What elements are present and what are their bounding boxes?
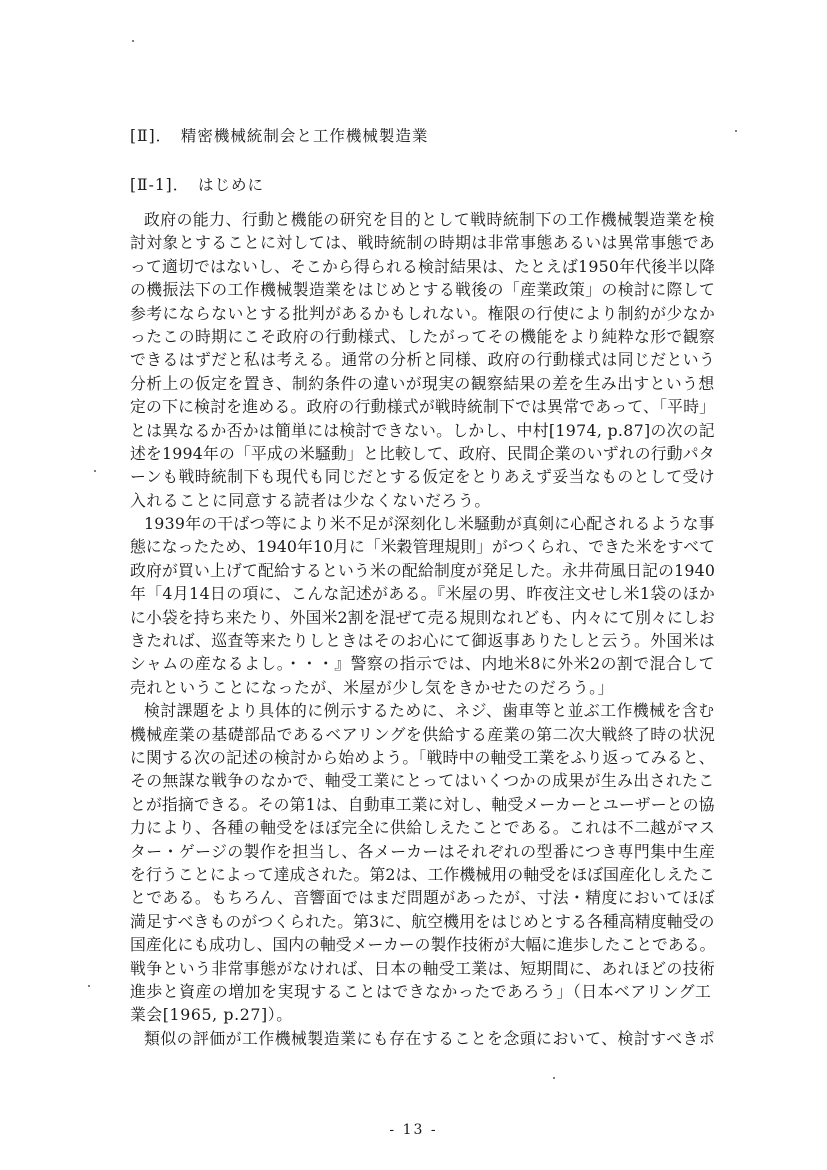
text-line: ーンも戦時統制下も現代も同じだとする仮定をとりあえず妥当なものとして受け (130, 467, 715, 487)
text-line: 述を1994年の「平成の米騒動」と比較して、政府、民間企業のいずれの行動パタ (130, 443, 715, 463)
text-line: に関する次の記述の検討から始めよう。「戦時中の軸受工業をふり返ってみると、 (130, 747, 715, 767)
text-line: 検討課題をより具体的に例示するために、ネジ、歯車等と並ぶ工作機械を含む (144, 701, 715, 721)
text-line: ター・ゲージの製作を担当し、各メーカーはそれぞれの型番につき専門集中生産 (130, 841, 716, 861)
text-line: 国産化にも成功し、国内の軸受メーカーの製作技術が大幅に進歩したことである。 (130, 935, 716, 955)
text-line: ったこの時期にこそ政府の行動様式、したがってその機能をより純粋な形で観察 (130, 326, 716, 346)
text-line: 定の下に検討を進める。政府の行動様式が戦時統制下では異常であって、「平時」 (130, 397, 716, 417)
text-line: 討対象とすることに対しては、戦時統制の時期は非常事態あるいは異常事態であ (130, 233, 716, 253)
text-line: 1939年の干ばつ等により米不足が深刻化し米騒動が真剣に心配されるような事 (144, 514, 715, 534)
subsection-heading: [Ⅱ-1]． はじめに (130, 176, 264, 194)
text-line: 機械産業の基礎部品であるベアリングを供給する産業の第二次大戦終了時の状況 (130, 724, 716, 744)
text-line: 参考にならないとする批判があるかもしれない。権限の行使により制約が少なか (130, 303, 716, 323)
text-line: シャムの産なるよし。・・・』警察の指示では、内地米8に外米2の割で混合して (130, 654, 715, 674)
scan-speck (735, 130, 737, 132)
text-line: 年「4月14日の項に、こんな記述がある。『米屋の男、昨夜注文せし米1袋のほか (130, 584, 716, 604)
section-heading: [Ⅱ]． 精密機械統制会と工作機械製造業 (130, 127, 429, 145)
text-line: 分析上の仮定を置き、制約条件の違いが現実の観察結果の差を生み出すという想 (130, 373, 715, 393)
text-line: とは異なるか否かは簡単には検討できない。しかし、中村[1974, p.87]の次の記 (130, 420, 715, 440)
text-line: とが指摘できる。その第1は、自動車工業に対し、軸受メーカーとユーザーとの協 (130, 794, 715, 814)
text-line: 政府が買い上げて配給するという米の配給制度が発足した。永井荷風日記の1940 (130, 560, 716, 580)
scan-speck (88, 985, 90, 987)
scan-speck (132, 40, 134, 42)
text-line: 態になったため、1940年10月に「米穀管理規則」がつくられ、できた米をすべて (130, 537, 716, 557)
text-line: とである。もちろん、音響面ではまだ問題があったが、寸法・精度においてほぼ (130, 888, 716, 908)
scan-speck (94, 470, 96, 472)
text-line: って適切ではないし、そこから得られる検討結果は、たとえば1950年代後半以降 (130, 256, 716, 276)
text-line: の機振法下の工作機械製造業をはじめとする戦後の「産業政策」の検討に際して (130, 280, 716, 300)
text-line: に小袋を持ち来たり、外国米2割を混ぜて売る規則なれども、内々にて別々にしお (130, 607, 715, 627)
text-line: できるはずだと私は考える。通常の分析と同様、政府の行動様式は同じだという (130, 350, 716, 370)
text-line: 戦争という非常事態がなければ、日本の軸受工業は、短期間に、あれほどの技術 (130, 958, 716, 978)
text-line: きたれば、巡査等来たりしときはそのお心にて御返事ありたしと云う。外国米は (130, 631, 716, 651)
text-line: 満足すべきものがつくられた。第3に、航空機用をはじめとする各種高精度軸受の (130, 911, 715, 931)
text-line: 業会[1965, p.27]）。 (130, 1005, 293, 1025)
text-line: 力により、各種の軸受をほぼ完全に供給しえたことである。これは不二越がマス (130, 818, 716, 838)
text-line: を行うことによって達成された。第2は、工作機械用の軸受をほぼ国産化しえたこ (130, 864, 715, 884)
text-line: 類似の評価が工作機械製造業にも存在することを念頭において、検討すべきポ (144, 1028, 716, 1048)
text-line: 売れということになったが、米屋が少し気をきかせたのだろう。」 (130, 677, 615, 697)
text-line: 入れることに同意する読者は少なくないだろう。 (130, 490, 491, 510)
page-number: - 13 - (389, 1122, 438, 1138)
text-line: その無謀な戦争のなかで、軸受工業にとってはいくつかの成果が生み出されたこ (130, 771, 715, 791)
text-line: 進歩と資産の増加を実現することはできなかったであろう」（日本ベアリング工 (130, 981, 712, 1001)
scan-speck (553, 1077, 555, 1079)
body-text (130, 208, 715, 1050)
text-line: 政府の能力、行動と機能の研究を目的として戦時統制下の工作機械製造業を検 (144, 210, 715, 229)
